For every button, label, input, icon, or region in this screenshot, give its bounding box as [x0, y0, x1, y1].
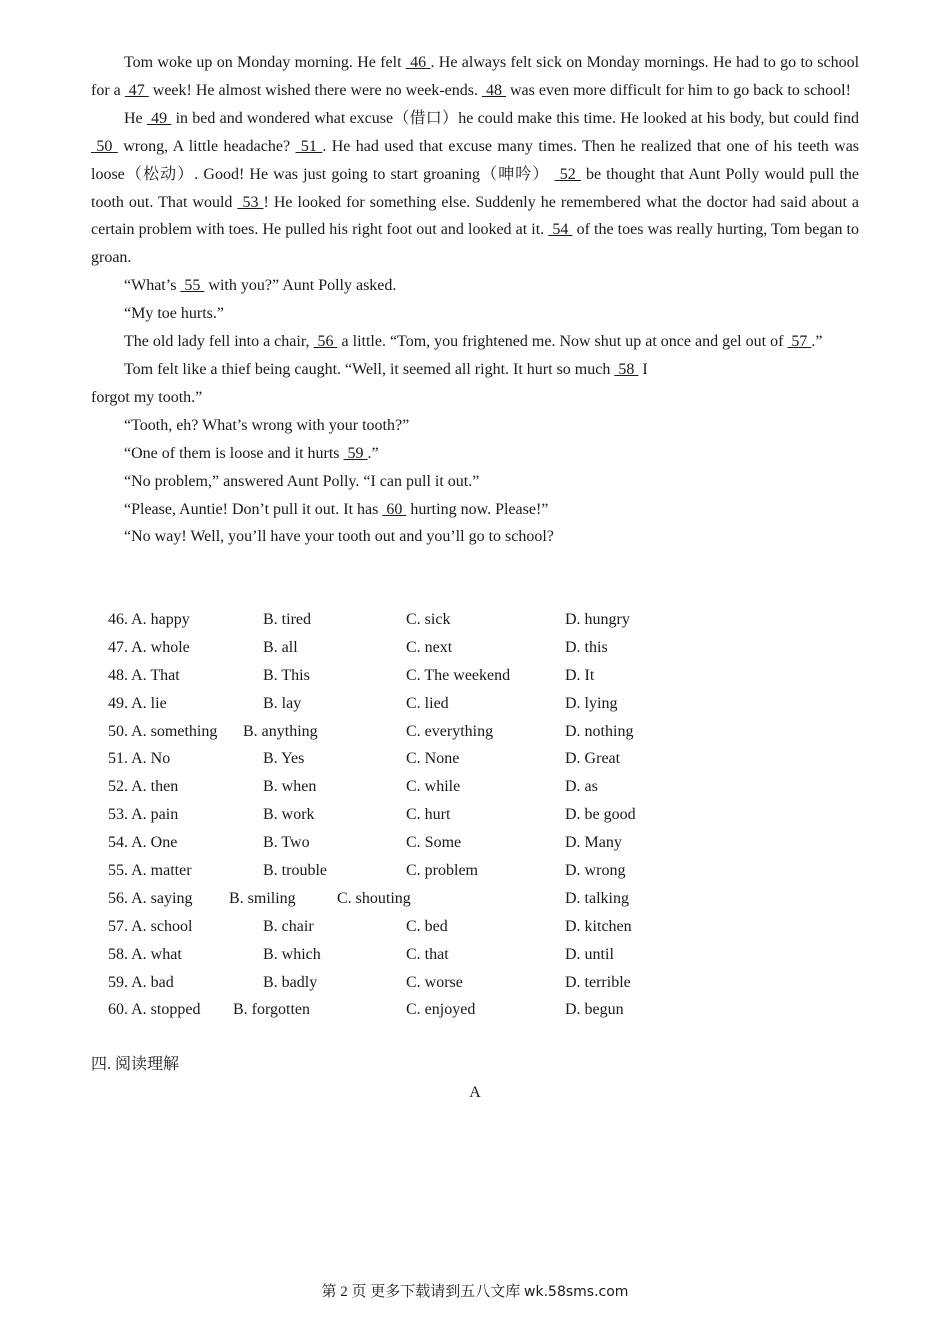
text: .”: [811, 333, 823, 351]
option-b: B. forgotten: [233, 1001, 311, 1019]
text: of the toes was really hurting, Tom began to groan.: [91, 221, 860, 267]
option-a: 50. A. something: [108, 722, 218, 740]
blank-56: 56: [313, 333, 338, 351]
option-d: D. lying: [565, 694, 618, 712]
option-row-50: [108, 718, 808, 746]
option-d: D. It: [565, 666, 595, 684]
option-c: C. sick: [406, 611, 451, 628]
option-d: D. Many: [565, 834, 622, 852]
text: “What’s: [124, 277, 181, 295]
footer-text: 第 2 页 更多下载请到五八文库: [321, 1284, 525, 1300]
option-row-52: [108, 773, 808, 801]
option-row-56: [108, 885, 808, 913]
text: in bed and wondered what excuse（借口）he could make this time. He looked at his body, but could find: [171, 109, 860, 127]
option-a: 47. A. whole: [108, 638, 190, 656]
cloze-passage: [91, 49, 859, 551]
option-b: B. tired: [263, 611, 311, 628]
option-c: C. next: [406, 638, 453, 656]
option-row-54: [108, 829, 808, 857]
footer-site-link[interactable]: wk.58sms.com: [524, 1284, 629, 1300]
section-title: 四. 阅读理解: [91, 1056, 180, 1073]
option-d: D. hungry: [565, 611, 630, 628]
option-c: C. None: [406, 750, 460, 768]
option-a: 53. A. pain: [108, 806, 179, 824]
blank-54: 54: [548, 221, 573, 239]
option-c: C. while: [406, 778, 461, 796]
option-row-46: [108, 606, 808, 634]
blank-46: 46: [405, 54, 431, 71]
option-c: C. that: [406, 945, 449, 963]
option-d: D. terrible: [565, 973, 631, 991]
paragraph-2: [91, 105, 859, 272]
option-b: B. badly: [263, 973, 318, 991]
option-row-59: [108, 969, 808, 997]
blank-59: 59: [343, 444, 368, 462]
text: week! He almost wished there were no week-ends.: [148, 81, 482, 99]
paragraph-1: [91, 49, 859, 105]
option-b: B. smiling: [229, 889, 296, 907]
option-c: C. shouting: [337, 889, 411, 907]
text: The old lady fell into a chair,: [124, 333, 314, 351]
option-b: B. all: [263, 638, 298, 656]
option-a: 48. A. That: [108, 666, 180, 684]
option-row-47: [108, 634, 808, 662]
subsection-label: A: [469, 1084, 481, 1101]
paragraph-11: “No way! Well, you’ll have your tooth out and you’ll go to school?: [124, 528, 554, 546]
text: “One of them is loose and it hurts: [124, 444, 344, 462]
option-c: C. worse: [406, 973, 463, 991]
blank-60: 60: [382, 500, 407, 518]
option-row-55: [108, 857, 808, 885]
option-a: 60. A. stopped: [108, 1001, 201, 1019]
option-b: B. This: [263, 666, 310, 684]
option-c: C. lied: [406, 694, 449, 712]
option-c: C. bed: [406, 917, 448, 935]
option-d: D. talking: [565, 889, 629, 907]
paragraph-8: [91, 440, 859, 468]
blank-48: 48: [481, 81, 506, 99]
paragraph-10: [91, 496, 859, 524]
option-b: B. which: [263, 945, 321, 963]
option-a: 57. A. school: [108, 917, 193, 935]
option-c: C. hurt: [406, 806, 451, 824]
option-d: D. Great: [565, 750, 621, 768]
option-a: 55. A. matter: [108, 862, 192, 880]
option-d: D. begun: [565, 1001, 624, 1019]
option-c: C. everything: [406, 722, 494, 740]
paragraph-6-continued: forgot my tooth.”: [91, 388, 203, 406]
blank-53: 53: [237, 193, 264, 211]
option-row-48: [108, 662, 808, 690]
blank-51: 51: [295, 137, 323, 155]
option-a: 58. A. what: [108, 945, 182, 963]
option-row-53: [108, 801, 808, 829]
blank-57: 57: [787, 333, 812, 351]
option-row-49: [108, 690, 808, 718]
option-a: 49. A. lie: [108, 694, 167, 712]
option-c: C. enjoyed: [406, 1001, 476, 1019]
option-b: B. trouble: [263, 862, 327, 880]
option-b: B. when: [263, 778, 317, 796]
option-a: 52. A. then: [108, 778, 179, 796]
paragraph-4: “My toe hurts.”: [124, 305, 224, 323]
option-b: B. chair: [263, 917, 314, 935]
text: . He had used that excuse many times. Then he realized that one of his teeth was loose（松动）. Good! He was just going to start groaning（呻吟）: [91, 137, 860, 183]
option-a: 59. A. bad: [108, 973, 174, 991]
text: I: [638, 360, 648, 378]
option-row-57: [108, 913, 808, 941]
option-c: C. The weekend: [406, 666, 511, 684]
option-a: 51. A. No: [108, 750, 171, 768]
text: was even more difficult for him to go back to school!: [505, 81, 851, 99]
paragraph-7: “Tooth, eh? What’s wrong with your tooth?”: [124, 416, 410, 434]
text: hurting now. Please!”: [406, 500, 549, 518]
blank-47: 47: [124, 81, 149, 99]
option-row-51: [108, 745, 808, 773]
option-row-58: [108, 941, 808, 969]
option-d: D. until: [565, 945, 614, 963]
option-c: C. Some: [406, 834, 462, 852]
blank-58: 58: [614, 360, 639, 378]
paragraph-5: [91, 328, 859, 356]
option-a: 46. A. happy: [108, 611, 190, 628]
paragraph-6: [91, 356, 859, 384]
option-b: B. lay: [263, 694, 302, 712]
option-d: D. kitchen: [565, 917, 632, 935]
text: with you?” Aunt Polly asked.: [204, 277, 397, 295]
blank-55: 55: [180, 277, 205, 295]
option-b: B. Yes: [263, 750, 305, 768]
text: .”: [367, 444, 379, 462]
text: . He always felt sick on Monday mornings. He had to go to school for a: [91, 54, 860, 99]
option-b: B. work: [263, 806, 315, 824]
option-row-60: [108, 996, 808, 1024]
option-d: D. nothing: [565, 722, 634, 740]
blank-52: 52: [554, 165, 581, 183]
text: “Please, Auntie! Don’t pull it out. It has: [124, 500, 383, 518]
option-d: D. this: [565, 638, 608, 656]
text: He: [124, 109, 147, 127]
text: Tom felt like a thief being caught. “Well, it seemed all right. It hurt so much: [124, 360, 615, 378]
option-b: B. anything: [243, 722, 318, 740]
blank-49: 49: [146, 109, 172, 127]
text: Tom woke up on Monday morning. He felt: [124, 54, 406, 71]
option-a: 56. A. saying: [108, 889, 193, 907]
option-d: D. as: [565, 778, 598, 796]
paragraph-9: “No problem,” answered Aunt Polly. “I can pull it out.”: [124, 472, 480, 490]
answer-options: [108, 606, 808, 1024]
option-b: B. Two: [263, 834, 310, 852]
option-a: 54. A. One: [108, 834, 178, 852]
option-d: D. wrong: [565, 862, 626, 880]
blank-50: 50: [91, 137, 118, 155]
text: ! He looked for something else. Suddenly he remembered what the doctor had said about a certain problem with toes. He pulled his right foot out and looked at it.: [91, 193, 860, 239]
text: wrong, A little headache?: [117, 137, 296, 155]
paragraph-3: [91, 272, 859, 300]
option-d: D. be good: [565, 806, 636, 824]
option-c: C. problem: [406, 862, 478, 880]
page-footer: [0, 1280, 950, 1304]
text: a little. “Tom, you frightened me. Now shut up at once and gel out of: [337, 333, 788, 351]
text: be thought that Aunt Polly would pull the tooth out. That would: [91, 165, 860, 211]
